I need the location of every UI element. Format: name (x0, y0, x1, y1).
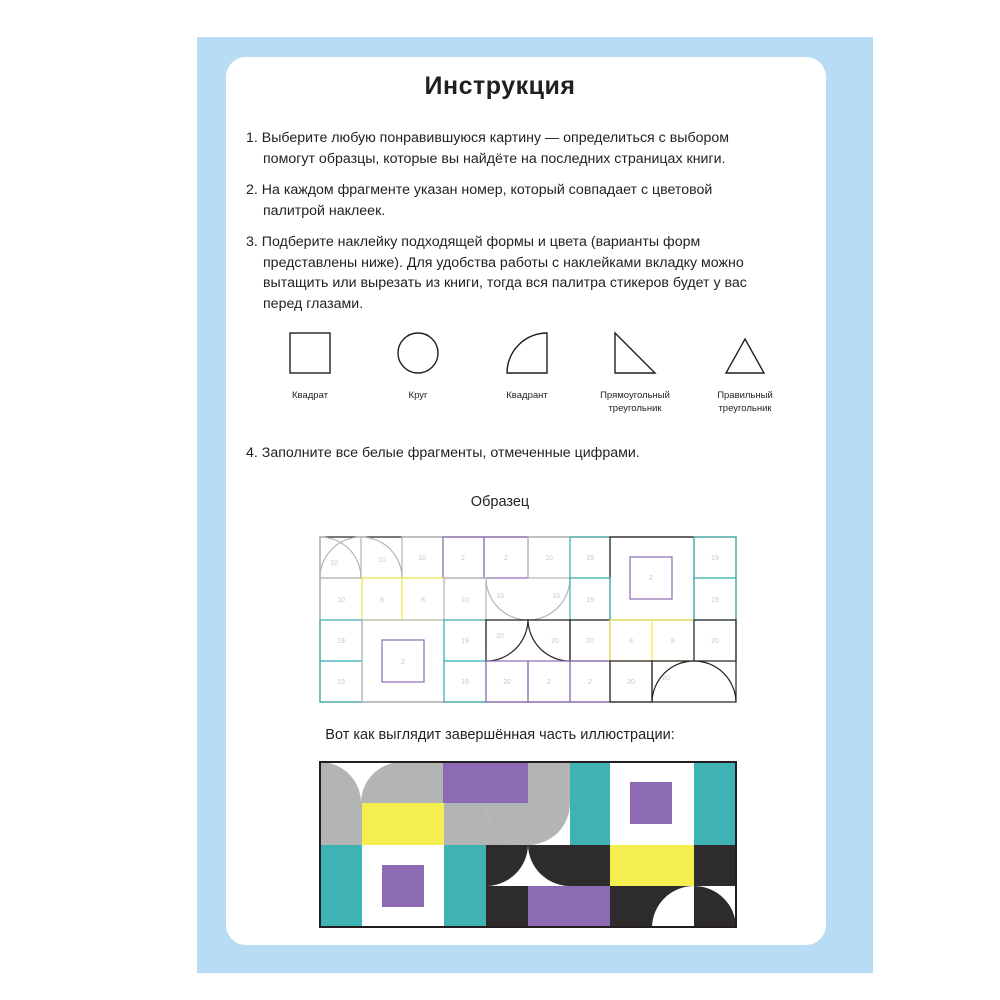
shape-label-square (255, 389, 365, 402)
cell-number: 19 (461, 638, 469, 645)
cell-number: 20 (711, 638, 719, 645)
step-4 (246, 443, 806, 464)
cell-number: 8 (671, 638, 675, 645)
cell-number: 10 (545, 555, 553, 562)
page-title: Инструкция (424, 72, 576, 100)
cell-number: 10 (496, 593, 504, 600)
shape-label-line: Квадрант (506, 390, 548, 401)
cell-number: 2 (588, 679, 592, 686)
cell-number: 8 (629, 638, 633, 645)
shape-label-line: треугольник (608, 403, 662, 414)
cell-number: 19 (461, 679, 469, 686)
step-3-line: 3. Подберите наклейку подходящей формы и цвета (варианты форм (246, 234, 701, 250)
cell-number: 8 (421, 597, 425, 604)
cell-number: 20 (627, 679, 635, 686)
sample-caption: Образец (470, 494, 530, 510)
shape-label-line: Прямоугольный (600, 390, 670, 401)
cell-number: 2 (649, 575, 653, 582)
shape-label-right-triangle (580, 389, 690, 415)
cell-number: 20 (503, 679, 511, 686)
cell-number: 20 (496, 633, 504, 640)
shape-label-equilateral-triangle (690, 389, 800, 415)
shape-label-quadrant (472, 389, 582, 402)
shape-label-line: Круг (408, 390, 428, 401)
step-4-line: 4. Заполните все белые фрагменты, отмеченные цифрами. (246, 445, 640, 461)
step-1-line: помогут образцы, которые вы найдёте на последних страницах книги. (263, 150, 726, 167)
cell-number: 2 (504, 555, 508, 562)
shape-label-line: Правильный (717, 390, 773, 401)
cell-number: 19 (337, 638, 345, 645)
cell-number: 10 (337, 597, 345, 604)
step-2-line: 2. На каждом фрагменте указан номер, который совпадает с цветовой (246, 182, 713, 198)
cell-number: 10 (552, 593, 560, 600)
shape-label-line: треугольник (718, 403, 772, 414)
step-1 (246, 128, 806, 169)
cell-number: 8 (380, 597, 384, 604)
step-2 (246, 180, 806, 221)
shape-label-line: Квадрат (291, 390, 328, 401)
shape-label-circle (363, 389, 473, 402)
cell-number: 2 (461, 555, 465, 562)
step-2-line: палитрой наклеек. (263, 202, 386, 219)
cell-number: 19 (586, 597, 594, 604)
cell-number: 10 (378, 557, 386, 564)
cell-number: 19 (711, 555, 719, 562)
cell-number: 10 (418, 555, 426, 562)
cell-number: 20 (551, 638, 559, 645)
cell-number: 20 (662, 675, 670, 682)
cell-number: 19 (337, 679, 345, 686)
cell-number: 10 (330, 560, 338, 567)
cell-number: 10 (461, 597, 469, 604)
step-3-line: вытащить или вырезать из книги, тогда вся палитра стикеров будет у вас (263, 275, 747, 291)
step-3 (246, 232, 806, 314)
cell-number: 2 (401, 659, 405, 666)
result-caption: Вот как выглядит завершённая часть иллюстрации: (325, 727, 675, 743)
cell-number: 20 (586, 638, 594, 645)
cell-number: 2 (547, 679, 551, 686)
step-3-line: представлены ниже). Для удобства работы с наклейками вкладку можно (263, 254, 744, 271)
step-3-line: перед глазами. (263, 295, 364, 312)
cell-number: 19 (711, 597, 719, 604)
step-1-line: 1. Выберите любую понравившуюся картину — определиться с выбором (246, 130, 729, 146)
cell-number: 19 (586, 555, 594, 562)
